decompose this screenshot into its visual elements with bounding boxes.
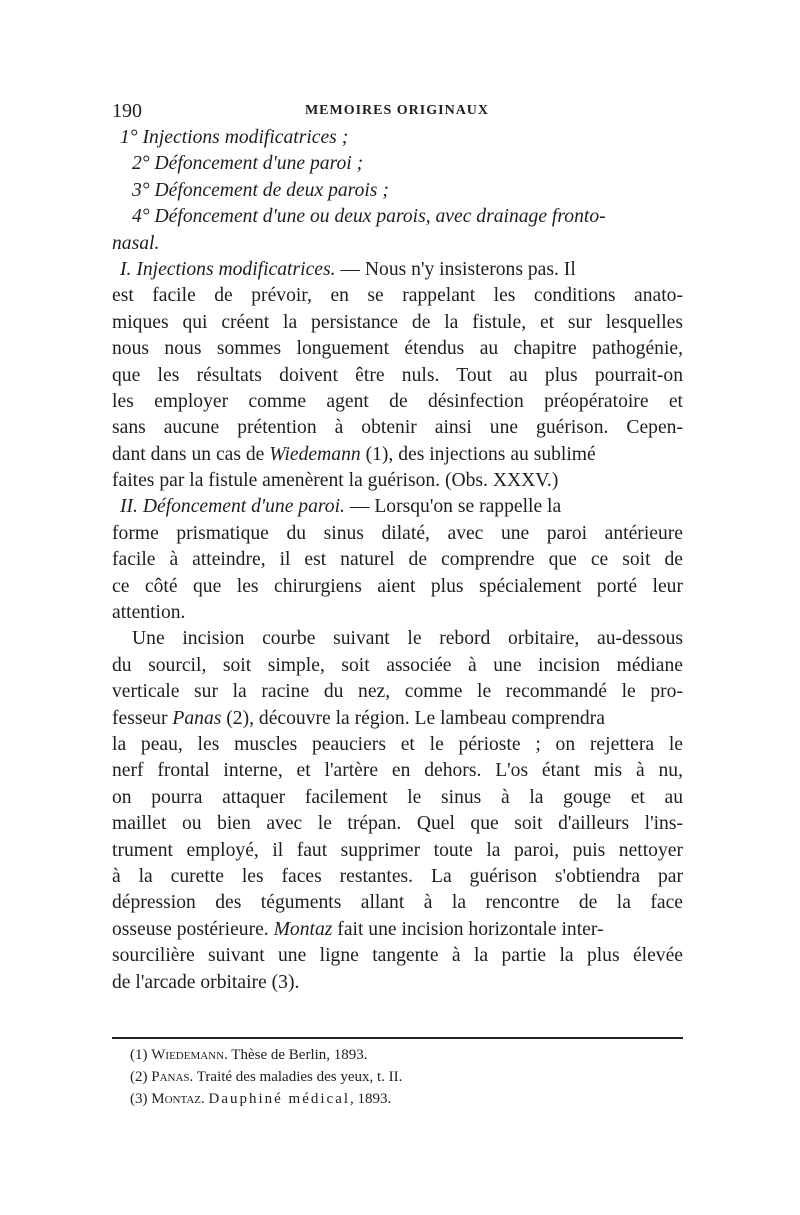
section2-line-2: forme prismatique du sinus dilaté, avec une paroi antérieure <box>112 522 683 544</box>
footnote-2 <box>130 1066 402 1088</box>
footnote-1 <box>130 1044 402 1066</box>
footnotes <box>130 1044 402 1110</box>
paragraph3-line-12-end: fait une incision horizontale inter- <box>332 918 604 940</box>
paragraph3-line-10: à la curette les faces restantes. La guérison s'obtiendra par <box>112 865 683 887</box>
paragraph3-line-12 <box>112 917 683 943</box>
section1-heading: I. Injections modificatrices. <box>120 258 336 280</box>
footnote-3 <box>130 1088 402 1110</box>
footnote-1-number: (1) <box>130 1047 152 1063</box>
section2-line-1: — Lorsqu'on se rappelle la <box>344 496 562 518</box>
footnote-2-text: . Traité des maladies des yeux, t. II. <box>189 1069 403 1085</box>
paragraph3-line-8: maillet ou bien avec le trépan. Quel que soit d'ailleurs l'ins- <box>112 813 683 835</box>
section1-line-1: — Nous n'y insisterons pas. Il <box>335 258 576 280</box>
footnote-3-number: (3) <box>130 1091 152 1107</box>
footnote-1-author: Wiedemann <box>151 1047 225 1063</box>
paragraph3-line-4-start: fesseur <box>112 707 173 729</box>
list-item-1: 1° Injections modificatrices ; <box>120 127 349 148</box>
section2-line-3: facile à atteindre, il est naturel de comprendre que ce soit de <box>112 549 683 571</box>
footnote-2-number: (2) <box>130 1069 152 1085</box>
author-name-montaz: Montaz <box>273 918 333 940</box>
section1-line-8 <box>112 442 683 468</box>
author-name-panas: Panas <box>172 707 222 729</box>
page-number: 190 <box>112 100 142 122</box>
paragraph3-line-12-start: osseuse postérieure. <box>112 918 274 940</box>
section1-line-6: les employer comme agent de désinfection préopératoire et <box>112 390 683 412</box>
author-name-wiedemann: Wiedemann <box>269 443 361 465</box>
footnote-2-author: Panas <box>151 1069 190 1085</box>
section1-first-line <box>112 257 683 283</box>
footnote-3-year: , 1893. <box>350 1091 392 1107</box>
list-item-4: 4° Défoncement d'une ou deux parois, avec drainage fronto- <box>132 206 606 228</box>
section2-first-line <box>112 494 683 520</box>
section1-line-9: faites par la fistule amenèrent la guérison. (Obs. XXXV.) <box>112 470 559 492</box>
section1-line-5: que les résultats doivent être nuls. Tout au plus pourrait-on <box>112 364 683 386</box>
paragraph3-line-3: verticale sur la racine du nez, comme le recommandé le pro- <box>112 681 683 703</box>
section1-line-2: est facile de prévoir, en se rappelant les conditions anato- <box>112 285 683 307</box>
paragraph3-line-9: trument employé, il faut supprimer toute la paroi, puis nettoyer <box>112 839 683 861</box>
running-title: MEMOIRES ORIGINAUX <box>304 103 490 118</box>
list-item-4-continued: nasal. <box>112 232 160 254</box>
section2-line-4: ce côté que les chirurgiens aient plus spécialement porté leur <box>112 575 683 597</box>
paragraph3-line-4-end: (2), découvre la région. Le lambeau comprendra <box>221 707 605 729</box>
paragraph3-line-14: de l'arcade orbitaire (3). <box>112 971 300 993</box>
paragraph3-line-5: la peau, les muscles peauciers et le périoste ; on rejettera le <box>112 733 683 755</box>
paragraph3-line-6: nerf frontal interne, et l'artère en dehors. L'os étant mis à nu, <box>112 760 683 782</box>
section1-line-4: nous nous sommes longuement étendus au chapitre pathogénie, <box>112 338 683 360</box>
section1-line-3: miques qui créent la persistance de la fistule, et sur lesquelles <box>112 311 683 333</box>
page-header <box>112 100 682 122</box>
section1-line-7: sans aucune prétention à obtenir ainsi une guérison. Cepen- <box>112 417 683 439</box>
section2-heading: II. Défoncement d'une paroi. <box>120 496 345 518</box>
section1-line-8-end: (1), des injections au sublimé <box>360 443 596 465</box>
paragraph3-line-11: dépression des téguments allant à la rencontre de la face <box>112 892 683 914</box>
footnote-3-author: Montaz <box>151 1091 201 1107</box>
footnote-1-text: . Thèse de Berlin, 1893. <box>224 1047 368 1063</box>
list-item-3: 3° Défoncement de deux parois ; <box>132 179 389 201</box>
paragraph3-line-1: Une incision courbe suivant le rebord orbitaire, au-dessous <box>132 628 683 650</box>
list-item-2: 2° Défoncement d'une paroi ; <box>132 153 364 175</box>
section2-line-5: attention. <box>112 602 186 624</box>
body-text <box>112 125 683 996</box>
footnote-3-sep: . <box>200 1091 209 1107</box>
section1-line-8-start: dant dans un cas de <box>112 443 270 465</box>
paragraph3-line-7: on pourra attaquer facilement le sinus à la gouge et au <box>112 786 683 808</box>
paragraph3-line-13: sourcilière suivant une ligne tangente à la partie la plus élevée <box>112 945 683 967</box>
footnote-divider <box>112 1037 683 1039</box>
footnote-3-journal: Dauphiné médical <box>208 1091 351 1107</box>
paragraph3-line-4 <box>112 706 683 732</box>
paragraph3-line-2: du sourcil, soit simple, soit associée à une incision médiane <box>112 654 683 676</box>
